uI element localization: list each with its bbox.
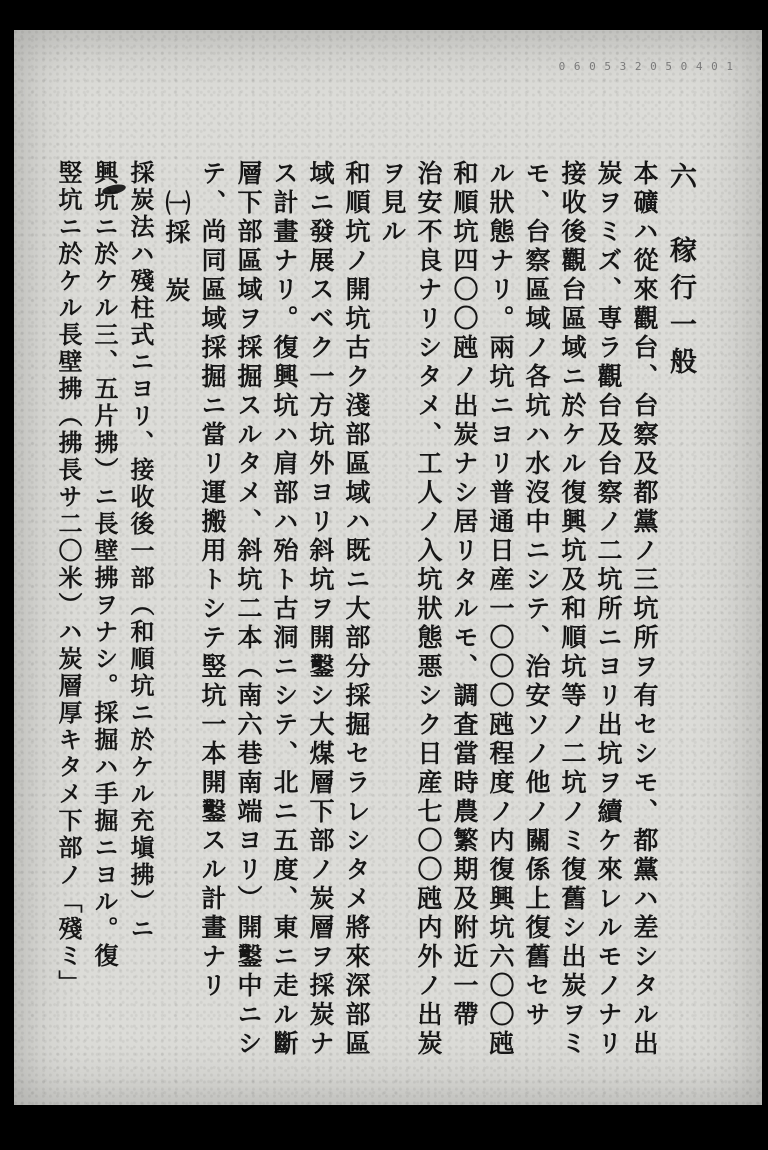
text-column-11: ス計畫ナリ。復興坑ハ肩部ハ殆ト古洞ニシテ、北ニ五度、東ニ走ル斷 <box>270 160 299 1059</box>
text-column-3: 接收後觀台區域ニ於ケル復興坑及和順坑等ノ二坑ノミ復舊シ出炭ヲミ <box>558 160 587 1059</box>
text-column-8: ヲ見ル <box>378 160 407 247</box>
text-column-4: モ、台察區域ノ各坑ハ水沒中ニシテ、治安ソノ他ノ關係上復舊セサ <box>522 160 551 1030</box>
text-column-6: 和順坑四〇〇瓲ノ出炭ナシ居リタルモ、調査當時農繁期及附近一帶 <box>450 160 479 1030</box>
text-column-15: 採炭法ハ殘柱式ニヨリ、接收後一部（和順坑ニ於ケル充塡拂）ニ <box>126 160 155 943</box>
text-column-16: 興坑ニ於ケル三、五片拂）ニ長壁拂ヲナシ。採掘ハ手掘ニヨル。復 <box>90 160 119 970</box>
text-column-17: 竪坑ニ於ケル長壁拂（拂長サ二〇米）ハ炭層厚キタメ下部ノ「殘ミ」 <box>54 160 83 997</box>
text-column-2: 炭ヲミズ、専ラ觀台及台察ノ二坑所ニヨリ出坑ヲ續ケ來レルモノナリ <box>594 160 623 1059</box>
section-heading: 六 稼行一般 <box>665 162 696 384</box>
text-column-5: ル狀態ナリ。兩坑ニヨリ普通日産一〇〇〇瓲程度ノ内復興坑六〇〇瓲 <box>486 160 515 1059</box>
text-column-10: 域ニ發展スベク一方坑外ヨリ斜坑ヲ開鑿シ大煤層下部ノ炭層ヲ採炭ナ <box>306 160 335 1059</box>
text-column-13: テ、尚同區域採掘ニ當リ運搬用トシテ竪坑一本開鑿スル計畫ナリ <box>198 160 227 1001</box>
corner-note: 0 6 0 5 3 2 0 5 0 4 0 1 <box>558 60 734 73</box>
text-column-9: 和順坑ノ開坑古ク淺部區域ハ既ニ大部分採掘セラレシタメ將來深部區 <box>342 160 371 1059</box>
text-column-7: 治安不良ナリシタメ、工人ノ入坑狀態悪シク日産七〇〇瓲内外ノ出炭 <box>414 160 443 1059</box>
text-column-1: 本礦ハ從來觀台、台察及都黨ノ三坑所ヲ有セシモ、都黨ハ差シタル出 <box>630 160 659 1059</box>
text-column-12: 層下部區域ヲ採掘スルタメ、斜坑二本（南六巷南端ヨリ）開鑿中ニシ <box>234 160 263 1059</box>
document-page <box>14 30 762 1105</box>
subsection-heading: ㈠採 炭 <box>162 190 191 306</box>
